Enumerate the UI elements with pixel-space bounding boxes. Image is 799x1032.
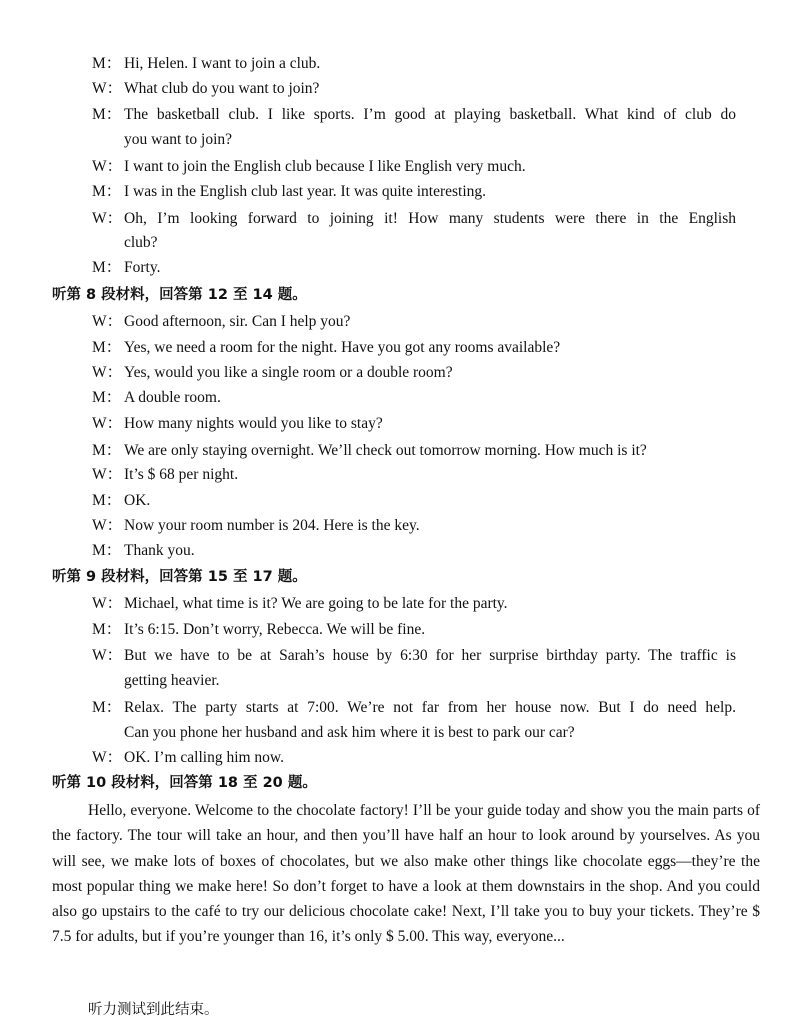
speaker-label: M： — [92, 699, 122, 716]
speaker-label: M： — [92, 389, 122, 406]
dialogue-text: It’s 6:15. Don’t worry, Rebecca. We will be fine. — [124, 621, 426, 638]
dialogue-text: Hi, Helen. I want to join a club. — [124, 55, 321, 72]
dialogue-text: But we have to be at Sarah’s house by 6:30 for her surprise birthday party. The traffic is — [124, 647, 736, 664]
speaker-label: W： — [92, 210, 123, 227]
dialogue-text: What club do you want to join? — [124, 80, 320, 97]
speaker-label: W： — [92, 415, 123, 432]
dialogue-text-continued: you want to join? — [124, 131, 233, 148]
speaker-label: W： — [92, 595, 123, 612]
dialogue-text: Michael, what time is it? We are going to be late for the party. — [124, 595, 508, 612]
speaker-label: W： — [92, 80, 123, 97]
dialogue-text: The basketball club. I like sports. I’m good at playing basketball. What kind of club do — [124, 106, 736, 123]
dialogue-text-continued: club? — [124, 234, 158, 251]
dialogue-text-continued: getting heavier. — [124, 672, 220, 689]
speaker-label: W： — [92, 517, 123, 534]
speaker-label: M： — [92, 621, 122, 638]
dialogue-text: Now your room number is 204. Here is the key. — [124, 517, 420, 534]
dialogue-text: Relax. The party starts at 7:00. We’re not far from her house now. But I do need help. — [124, 699, 736, 716]
speaker-label: W： — [92, 313, 123, 330]
section-heading-10: 听第 10 段材料，回答第 18 至 20 题。 — [52, 775, 317, 791]
dialogue-text: Yes, we need a room for the night. Have you got any rooms available? — [124, 339, 561, 356]
speaker-label: W： — [92, 364, 123, 381]
dialogue-text: I was in the English club last year. It was quite interesting. — [124, 183, 487, 200]
speaker-label: M： — [92, 542, 122, 559]
speaker-label: M： — [92, 55, 122, 72]
monologue-paragraph: Hello, everyone. Welcome to the chocolate factory! I’ll be your guide today and show you the main parts of the factory. The tour will take an hour, and then you’ll have half an hour to look around by yourselves. As you will see, we make lots of boxes of chocolates, but we also make other things like chocolate eggs—they’re the most popular thing we make here! So don’t forget to have a look at them downstairs in the shop. And you could also go upstairs to the café to try our delicious chocolate cake! Next, I’ll take you to buy your tickets. They’re $ 7.5 for adults, but if you’re younger than 16, it’s only $ 5.00. This way, everyone... — [52, 802, 760, 946]
dialogue-text: OK. I’m calling him now. — [124, 749, 284, 766]
speaker-label: M： — [92, 106, 122, 123]
speaker-label: W： — [92, 647, 123, 664]
speaker-label: M： — [92, 442, 122, 459]
dialogue-text: How many nights would you like to stay? — [124, 415, 383, 432]
section-heading-8: 听第 8 段材料，回答第 12 至 14 题。 — [52, 287, 307, 303]
speaker-label: M： — [92, 259, 122, 276]
dialogue-text: Good afternoon, sir. Can I help you? — [124, 313, 351, 330]
dialogue-text: It’s $ 68 per night. — [124, 466, 239, 483]
speaker-label: W： — [92, 749, 123, 766]
speaker-label: W： — [92, 158, 123, 175]
dialogue-text: Yes, would you like a single room or a double room? — [124, 364, 453, 381]
dialogue-text: OK. — [124, 492, 151, 509]
dialogue-text: Thank you. — [124, 542, 195, 559]
dialogue-text: Forty. — [124, 259, 161, 276]
dialogue-text: I want to join the English club because I like English very much. — [124, 158, 526, 175]
section-heading-9: 听第 9 段材料，回答第 15 至 17 题。 — [52, 569, 307, 585]
speaker-label: M： — [92, 339, 122, 356]
dialogue-text: A double room. — [124, 389, 221, 406]
speaker-label: M： — [92, 492, 122, 509]
speaker-label: W： — [92, 466, 123, 483]
dialogue-text: We are only staying overnight. We’ll check out tomorrow morning. How much is it? — [124, 442, 647, 459]
test-end-notice: 听力测试到此结束。 — [88, 1002, 219, 1018]
dialogue-text: Oh, I’m looking forward to joining it! How many students were there in the English — [124, 210, 736, 227]
speaker-label: M： — [92, 183, 122, 200]
dialogue-text-continued: Can you phone her husband and ask him where it is best to park our car? — [124, 724, 575, 741]
